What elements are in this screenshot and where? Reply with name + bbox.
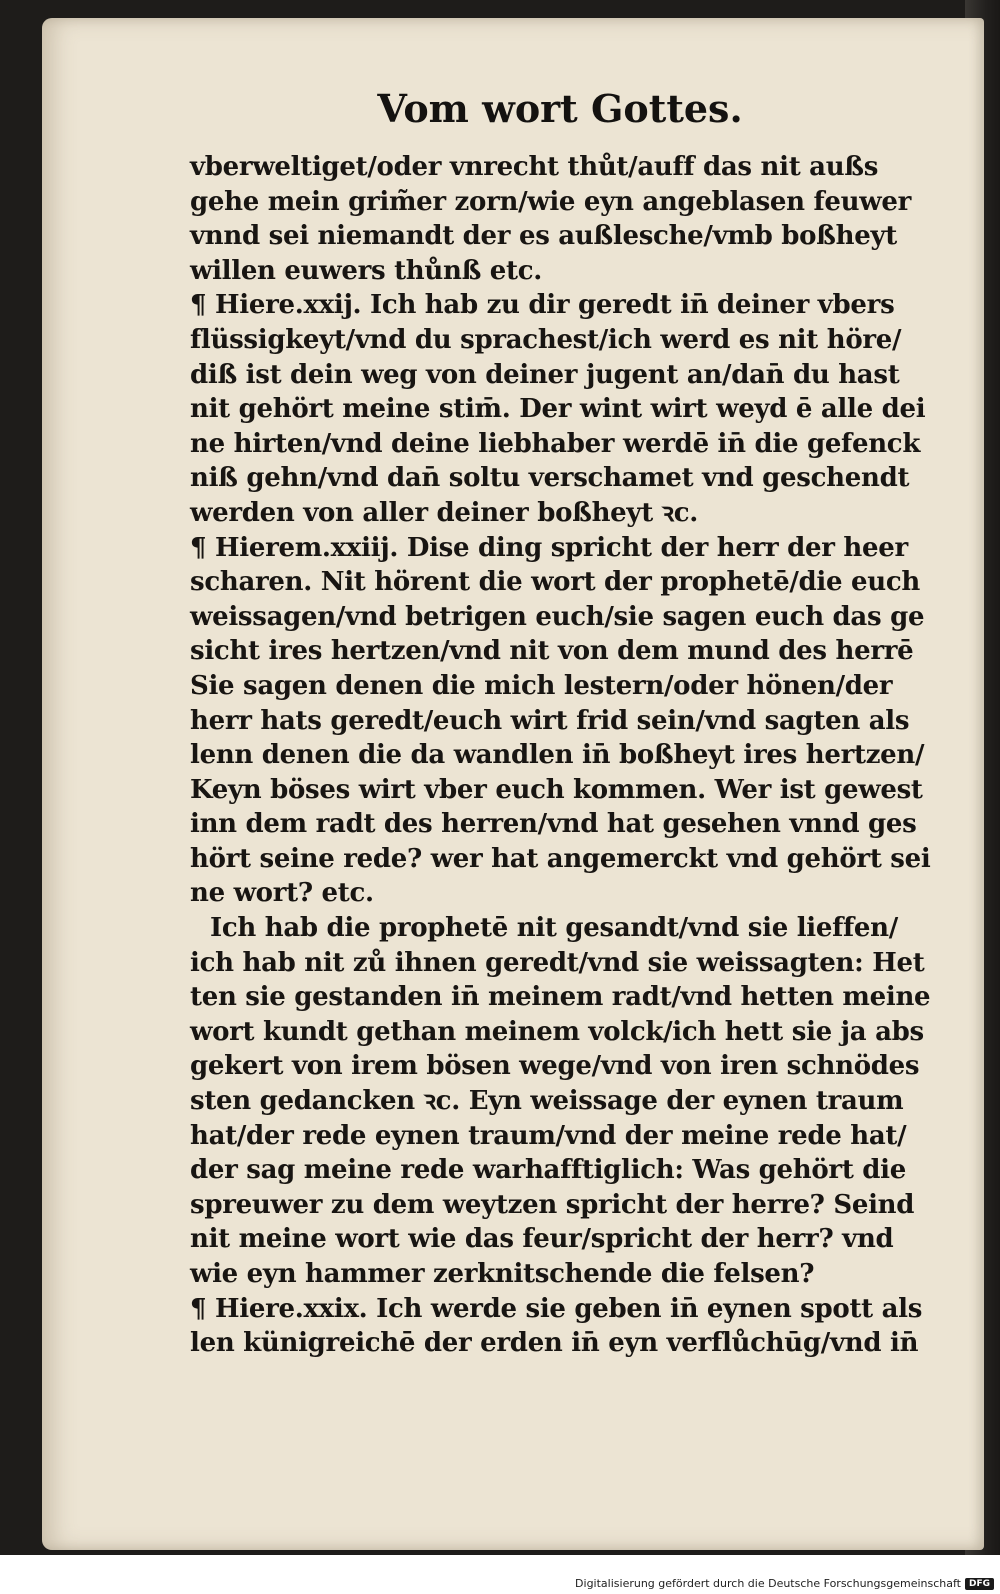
- text-line: nit meine wort wie das feur/spricht der herr? vnd: [190, 1224, 894, 1255]
- text-line: len künigreichē der erden in̄ eyn verflůchūg/vnd in̄: [190, 1328, 919, 1359]
- text-line: hat/der rede eynen traum/vnd der meine rede hat/: [190, 1120, 907, 1151]
- text-line: weissagen/vnd betrigen euch/sie sagen euch das ge: [190, 601, 925, 632]
- text-line: wie eyn hammer zerknitschende die felsen?: [190, 1259, 815, 1289]
- text-line: sten gedancken ꝛc. Eyn weissage der eynen traum: [190, 1086, 904, 1117]
- text-line: nit gehört meine stim̄. Der wint wirt weyd ē alle dei: [190, 394, 926, 425]
- text-block: [190, 150, 950, 1361]
- text-line: vberweltiget/oder vnrecht thůt/auff das nit außs: [190, 152, 879, 182]
- text-line: ¶ Hiere.xxix. Ich werde sie geben in̄ eynen spott als: [190, 1293, 923, 1324]
- text-line: lenn denen die da wandlen in̄ boßheyt ires hertzen/: [190, 740, 925, 771]
- text-line: vnnd sei niemandt der es außlesche/vmb boßheyt: [190, 221, 898, 252]
- text-line: flüssigkeyt/vnd du sprachest/ich werd es nit höre/: [190, 324, 902, 355]
- text-line: sicht ires hertzen/vnd nit von dem mund des herrē: [190, 636, 914, 667]
- text-line: willen euwers thůnß etc.: [190, 255, 543, 286]
- text-line: spreuwer zu dem weytzen spricht der herre? Seind: [190, 1189, 915, 1220]
- text-line: ¶ Hierem.xxiij. Dise ding spricht der herr der heer: [190, 532, 908, 563]
- running-head: Vom wort Gottes.: [377, 86, 743, 131]
- text-line: werden von aller deiner boßheyt ꝛc.: [190, 497, 698, 528]
- text-line: ne hirten/vnd deine liebhaber werdē in̄ die gefenck: [190, 428, 921, 459]
- text-line: der sag meine rede warhafftiglich: Was gehört die: [190, 1155, 906, 1186]
- text-line: ich hab nit zů ihnen geredt/vnd sie weissagten: Het: [190, 947, 925, 978]
- text-line: ten sie gestanden in̄ meinem radt/vnd hetten meine: [190, 982, 931, 1013]
- text-line: inn dem radt des herren/vnd hat gesehen vnnd ges: [190, 809, 917, 840]
- footer-credit: Digitalisierung gefördert durch die Deutsche Forschungsgemeinschaft: [575, 1577, 961, 1590]
- dfg-logo-icon: DFG: [965, 1578, 994, 1590]
- text-line: diß ist dein weg von deiner jugent an/dan̄ du hast: [190, 359, 900, 390]
- text-line: gekert von irem bösen wege/vnd von iren schnödes: [190, 1051, 920, 1082]
- text-line: scharen. Nit hörent die wort der prophetē/die euch: [190, 567, 920, 598]
- text-line: ne wort? etc.: [190, 878, 374, 909]
- text-line: gehe mein grim̃er zorn/wie eyn angeblasen feuwer: [190, 186, 911, 217]
- text-line: Keyn böses wirt vber euch kommen. Wer ist gewest: [190, 774, 923, 805]
- text-line: niß gehn/vnd dan̄ soltu verschamet vnd geschendt: [190, 463, 910, 494]
- text-line: ¶ Hiere.xxij. Ich hab zu dir geredt in̄ deiner vbers: [190, 290, 895, 321]
- text-line: Sie sagen denen die mich lestern/oder hönen/der: [190, 670, 893, 701]
- text-line: Ich hab die prophetē nit gesandt/vnd sie lieffen/: [210, 913, 898, 944]
- text-line: herr hats geredt/euch wirt frid sein/vnd sagten als: [190, 705, 910, 736]
- text-line: wort kundt gethan meinem volck/ich hett sie ja abs: [190, 1016, 924, 1047]
- text-line: hört seine rede? wer hat angemerckt vnd gehört sei: [190, 843, 931, 874]
- digitization-footer: [575, 1577, 994, 1590]
